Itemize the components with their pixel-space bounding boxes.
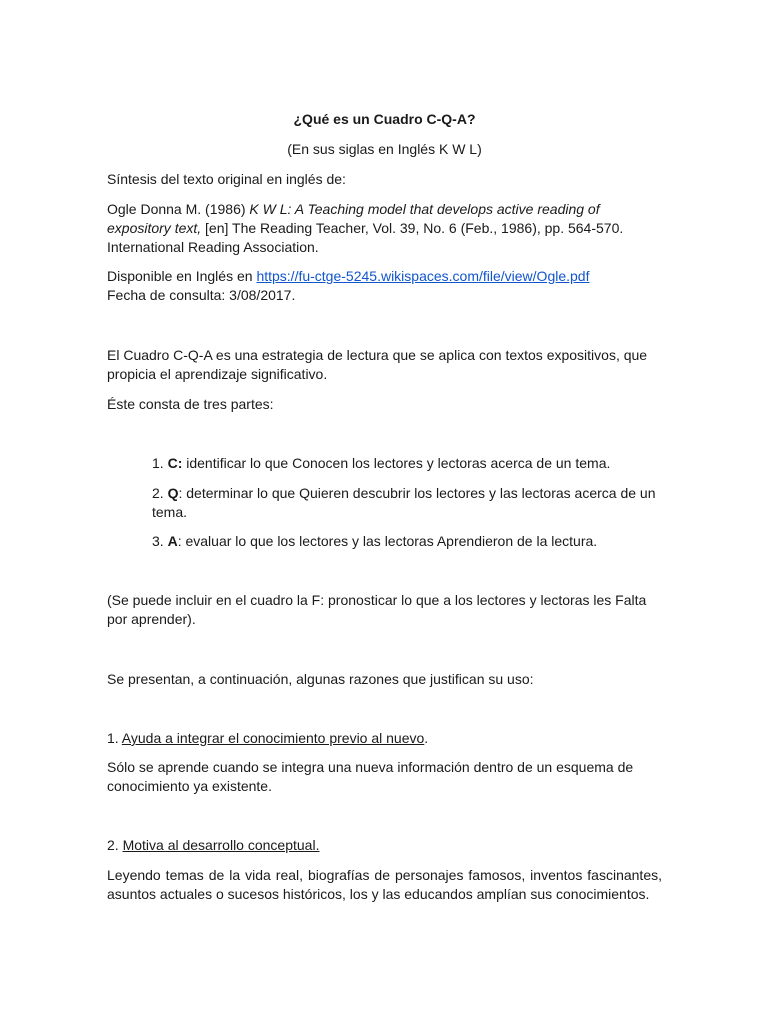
list-key: Q [167,485,179,501]
reason-title: Ayuda a integrar el conocimiento previo al nuevo [121,730,425,746]
availability-paragraph [107,267,662,305]
document-subtitle: (En sus siglas en Inglés K W L) [287,141,482,157]
availability-prefix: Disponible en Inglés en [107,268,257,284]
note-paragraph: (Se puede incluir en el cuadro la F: pronosticar lo que a los lectores y lectoras les Falta por aprender). [107,592,647,627]
list-text: : evaluar lo que los lectores y las lectoras Aprendieron de la lectura. [177,533,598,549]
reason-number: 1. [107,730,122,746]
reference-author: Ogle Donna M. (1986) [107,201,250,217]
source-link[interactable]: https://fu-ctge-5245.wikispaces.com/file/view/Ogle.pdf [256,268,590,284]
intro-paragraph: El Cuadro C-Q-A es una estrategia de lectura que se aplica con textos expositivos, que propicia el aprendizaje significativo. [107,347,648,382]
reason-title: Motiva al desarrollo conceptual. [122,837,320,853]
reason-number: 2. [107,837,123,853]
list-number: 1. [152,455,168,471]
synthesis-line: Síntesis del texto original en inglés de: [107,171,346,187]
list-text: identificar lo que Conocen los lectores y lectoras acerca de un tema. [182,455,611,471]
list-number: 3. [152,533,168,549]
reason-2-body: Leyendo temas de la vida real, biografías de personajes famosos, inventos fascinantes, asuntos actuales o sucesos históricos, los y las educandos amplían sus conocimientos. [107,867,662,902]
reference-details: [en] The Reading Teacher, Vol. 39, No. 6 (Feb., 1986), pp. 564-570. International Reading Association. [107,220,624,255]
list-item [152,454,662,473]
reference-work-title: K W L: A Teaching model that develops active reading of expository text, [107,201,600,236]
list-item [152,484,662,522]
parts-intro: Éste consta de tres partes: [107,396,274,412]
reference-paragraph [107,200,662,257]
list-item [152,532,662,551]
list-key: C: [167,455,183,471]
document-title: ¿Qué es un Cuadro C-Q-A? [293,111,476,127]
consultation-date: Fecha de consulta: 3/08/2017. [107,287,296,303]
reasons-intro: Se presentan, a continuación, algunas razones que justifican su uso: [107,671,534,687]
reason-1-body: Sólo se aprende cuando se integra una nueva información dentro de un esquema de conocimiento ya existente. [107,759,634,794]
reason-1-heading [107,729,662,748]
list-key: A [167,533,178,549]
list-number: 2. [152,485,168,501]
reason-end: . [424,730,429,746]
reason-2-heading [107,836,662,855]
list-text: : determinar lo que Quieren descubrir los lectores y las lectoras acerca de un tema. [152,485,656,520]
